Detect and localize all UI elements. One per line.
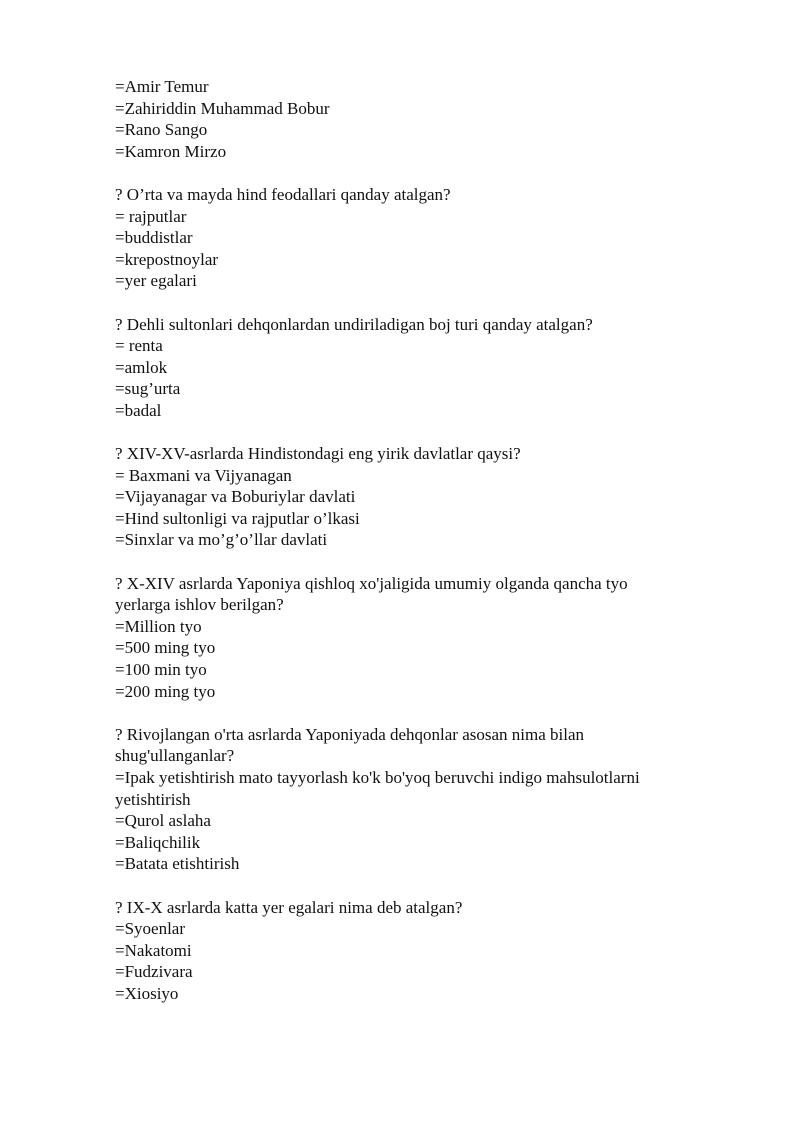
- question-text: ? XIV-XV-asrlarda Hindistondagi eng yirik davlatlar qaysi?: [115, 444, 521, 464]
- block-spacer: [115, 162, 715, 184]
- answer-option: =500 ming tyo: [115, 638, 216, 658]
- question-block-2: [115, 184, 715, 292]
- block-spacer: [115, 875, 715, 897]
- answer-option: =Xiosiyo: [115, 983, 179, 1003]
- question-text: ? O’rta va mayda hind feodallari qanday atalgan?: [115, 184, 451, 204]
- answer-option: =Kamron Mirzo: [115, 141, 227, 161]
- answer-option: =Amir Temur: [115, 77, 209, 96]
- answer-option: =Batata etishtirish: [115, 854, 240, 874]
- answer-option: =Hind sultonligi va rajputlar o’lkasi: [115, 508, 360, 528]
- answer-option: =100 min tyo: [115, 660, 207, 680]
- question-block-6: [115, 724, 715, 875]
- answer-option: =amlok: [115, 357, 168, 377]
- question-block-5: [115, 573, 715, 703]
- answer-option: =Sinxlar va mo’g’o’llar davlati: [115, 530, 328, 550]
- question-block-3: [115, 314, 715, 422]
- block-spacer: [115, 292, 715, 314]
- answer-option: =buddistlar: [115, 228, 193, 248]
- answer-option: =sug’urta: [115, 379, 181, 399]
- answer-option: =Zahiriddin Muhammad Bobur: [115, 98, 330, 118]
- answer-option: =Million tyo: [115, 616, 202, 636]
- question-block-4: [115, 443, 715, 551]
- answer-option: =Qurol aslaha: [115, 811, 211, 831]
- question-text: ? IX-X asrlarda katta yer egalari nima deb atalgan?: [115, 897, 463, 917]
- block-spacer: [115, 551, 715, 573]
- answer-option: =Nakatomi: [115, 940, 192, 960]
- question-block-1: [115, 76, 715, 162]
- answer-option: =Vijayanagar va Boburiylar davlati: [115, 487, 356, 507]
- answer-option: =badal: [115, 400, 162, 420]
- answer-option: =krepostnoylar: [115, 249, 219, 269]
- answer-option: =Syoenlar: [115, 919, 186, 939]
- question-text: ? Rivojlangan o'rta asrlarda Yaponiyada dehqonlar asosan nima bilan: [115, 724, 585, 744]
- answer-option: =Fudzivara: [115, 962, 193, 982]
- question-block-7: [115, 897, 715, 1005]
- question-text: ? X-XIV asrlarda Yaponiya qishloq xo'jaligida umumiy olganda qancha tyo: [115, 573, 628, 593]
- question-text: yerlarga ishlov berilgan?: [115, 595, 284, 615]
- answer-option: = Baxmani va Vijyanagan: [115, 465, 292, 485]
- question-text: ? Dehli sultonlari dehqonlardan undiriladigan boj turi qanday atalgan?: [115, 314, 593, 334]
- answer-option: =yer egalari: [115, 271, 197, 291]
- block-spacer: [115, 702, 715, 724]
- answer-option: yetishtirish: [115, 789, 191, 809]
- answer-option: = rajputlar: [115, 206, 187, 226]
- block-spacer: [115, 422, 715, 444]
- answer-option: =Ipak yetishtirish mato tayyorlash ko'k bo'yoq beruvchi indigo mahsulotlarni: [115, 768, 640, 787]
- answer-option: =200 ming tyo: [115, 681, 216, 701]
- answer-option: =Rano Sango: [115, 120, 208, 140]
- answer-option: = renta: [115, 336, 163, 356]
- answer-option: =Baliqchilik: [115, 832, 201, 852]
- question-text: shug'ullanganlar?: [115, 746, 235, 766]
- document-content: [115, 76, 715, 1005]
